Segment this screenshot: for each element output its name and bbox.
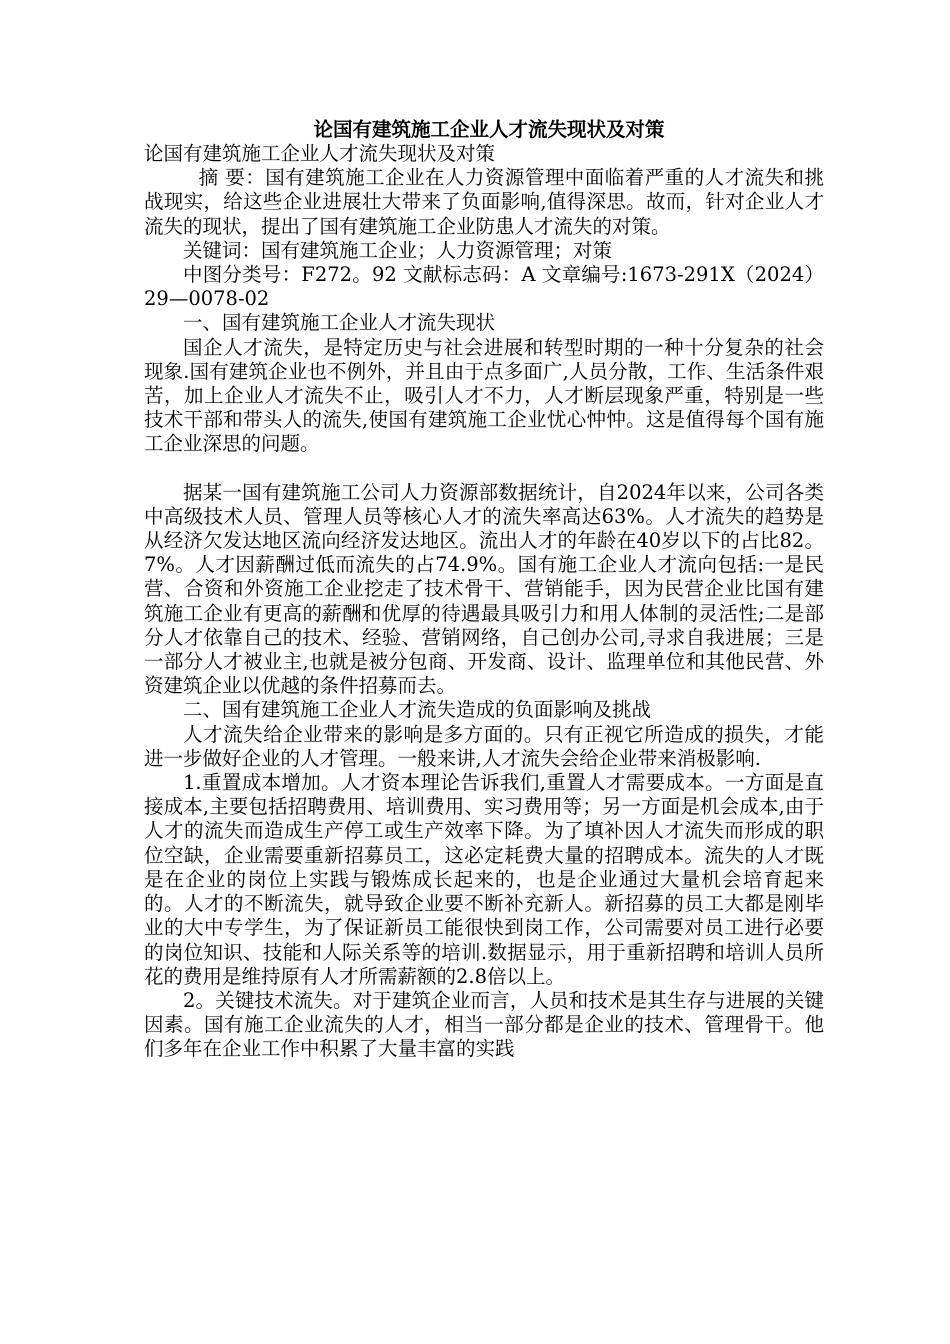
body-paragraph-3: 人才流失给企业带来的影响是多方面的。只有正视它所造成的损失，才能进一步做好企业的人才管理。一般来讲,人才流失会给企业带来消极影响. bbox=[144, 722, 824, 770]
paragraph-gap bbox=[144, 457, 824, 481]
document-title: 论国有建筑施工企业人才流失现状及对策 bbox=[313, 118, 665, 141]
abstract-paragraph: 摘 要：国有建筑施工企业在人力资源管理中面临着严重的人才流失和挑战现实，给这些企业进展壮大带来了负面影响,值得深思。故而，针对企业人才流失的现状，提出了国有建筑施工企业防患人才流失的对策。 bbox=[144, 166, 824, 238]
document-subtitle: 论国有建筑施工企业人才流失现状及对策 bbox=[144, 142, 496, 165]
section-heading-2: 二、国有建筑施工企业人才流失造成的负面影响及挑战 bbox=[183, 698, 652, 722]
section-heading-1: 一、国有建筑施工企业人才流失现状 bbox=[183, 311, 496, 335]
document-page bbox=[144, 118, 824, 1062]
body-paragraph-2: 据某一国有建筑施工公司人力资源部数据统计，自2024年以来，公司各类中高级技术人员、管理人员等核心人才的流失率高达63%。人才流失的趋势是从经济欠发达地区流向经济发达地区。流出人才的年龄在40岁以下的占比82。7%。人才因薪酬过低而流失的占74.9%。国有施工企业人才流向包括:一是民营、合资和外资施工企业挖走了技术骨干、营销能手，因为民营企业比国有建筑施工企业有更高的薪酬和优厚的待遇最具吸引力和用人体制的灵活性;二是部分人才依靠自己的技术、经验、营销网络，自己创办公司,寻求自我进展；三是一部分人才被业主,也就是被分包商、开发商、设计、监理单位和其他民营、外资建筑企业以优越的条件招募而去。 bbox=[144, 480, 824, 698]
classification-line: 中图分类号：F272。92 文献标志码：A 文章编号:1673-291X（2024）29—0078-02 bbox=[144, 263, 824, 311]
keywords-line: 关键词：国有建筑施工企业；人力资源管理；对策 bbox=[183, 238, 613, 262]
body-paragraph-1: 国企人才流失，是特定历史与社会进展和转型时期的一种十分复杂的社会现象.国有建筑企业也不例外，并且由于点多面广,人员分散，工作、生活条件艰苦，加上企业人才流失不止，吸引人才不力，人才断层现象严重，特别是一些技术干部和带头人的流失,使国有建筑施工企业忧心忡忡。这是值得每个国有施工企业深思的问题。 bbox=[144, 335, 824, 456]
body-paragraph-4: 1.重置成本增加。人才资本理论告诉我们,重置人才需要成本。一方面是直接成本,主要包括招聘费用、培训费用、实习费用等；另一方面是机会成本,由于人才的流失而造成生产停工或生产效率下降。为了填补因人才流失而形成的职位空缺，企业需要重新招募员工，这必定耗费大量的招聘成本。流失的人才既是在企业的岗位上实践与锻炼成长起来的，也是企业通过大量机会培育起来的。人才的不断流失，就导致企业要不断补充新人。新招募的员工大都是刚毕业的大中专学生，为了保证新员工能很快到岗工作，公司需要对员工进行必要的岗位知识、技能和人际关系等的培训.数据显示，用于重新招聘和培训人员所花的费用是维持原有人才所需薪额的2.8倍以上。 bbox=[144, 771, 824, 988]
body-paragraph-5: 2。关键技术流失。对于建筑企业而言，人员和技术是其生存与进展的关键因素。国有施工企业流失的人才，相当一部分都是企业的技术、管理骨干。他们多年在企业工作中积累了大量丰富的实践 bbox=[144, 988, 824, 1061]
